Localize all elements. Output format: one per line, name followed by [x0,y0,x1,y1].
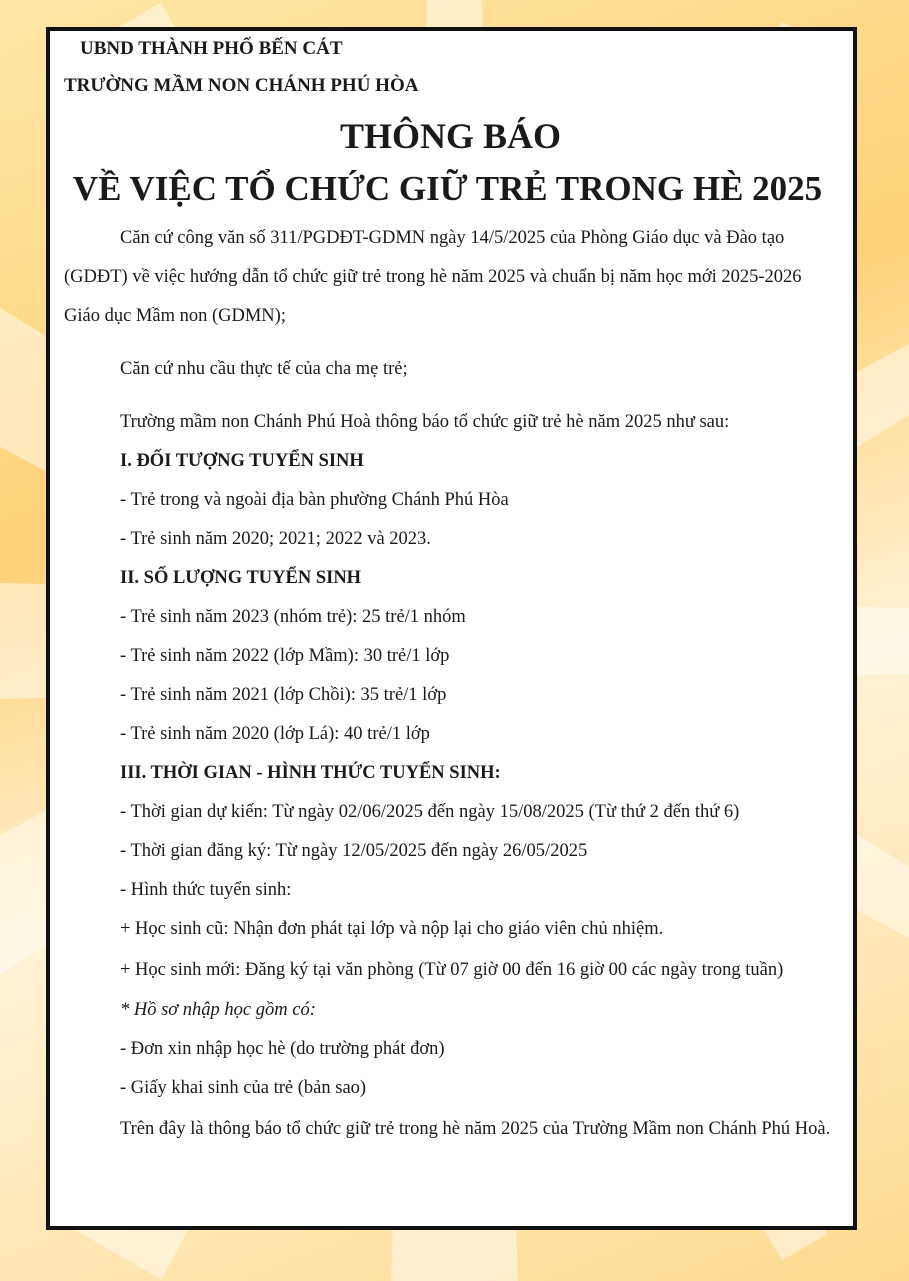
enrollment-method: - Hình thức tuyển sinh: [120,880,292,900]
notice-title: THÔNG BÁO [339,116,562,156]
section-heading-target: I. ĐỐI TƯỢNG TUYỂN SINH [120,451,364,471]
planned-time: - Thời gian dự kiến: Từ ngày 02/06/2025 đến ngày 15/08/2025 (Từ thứ 2 đến thứ 6) [120,802,740,822]
old-students-item: + Học sinh cũ: Nhận đơn phát tại lớp và nộp lại cho giáo viên chủ nhiệm. [120,919,664,939]
list-item: - Giấy khai sinh của trẻ (bản sao) [120,1078,367,1098]
list-item: - Trẻ sinh năm 2023 (nhóm trẻ): 25 trẻ/1 nhóm [120,607,466,627]
list-item: - Trẻ sinh năm 2020 (lớp Lá): 40 trẻ/1 lớp [120,724,430,744]
closing-paragraph: Trên đây là thông báo tổ chức giữ trẻ trong hè năm 2025 của Trường Mầm non Chánh Phú Hoà. [120,1119,831,1139]
notice-document [46,27,857,1230]
list-item: - Đơn xin nhập học hè (do trường phát đơn) [120,1039,445,1059]
section-heading-quantity: II. SỐ LƯỢNG TUYỂN SINH [120,568,362,588]
issuing-authority: UBND THÀNH PHỐ BẾN CÁT [80,38,343,59]
list-item: - Trẻ trong và ngoài địa bàn phường Chánh Phú Hòa [120,490,509,510]
list-item: - Trẻ sinh năm 2020; 2021; 2022 và 2023. [120,529,431,549]
new-students-item: + Học sinh mới: Đăng ký tại văn phòng (Từ 07 giờ 00 đến 16 giờ 00 các ngày trong tuần) [120,960,784,980]
announcement-paragraph: Trường mầm non Chánh Phú Hoà thông báo tổ chức giữ trẻ hè năm 2025 như sau: [120,412,730,432]
legal-basis-paragraph: Căn cứ công văn số 311/PGDĐT-GDMN ngày 14/5/2025 của Phòng Giáo dục và Đào tạo (GDĐT) về việc hướng dẫn tổ chức giữ trẻ trong hè năm 2025 và chuẩn bị năm học mới 2025-2026 Giáo dục Mầm non (GDMN); [64,228,802,326]
documents-heading: * Hồ sơ nhập học gồm có: [120,1000,316,1020]
registration-time: - Thời gian đăng ký: Từ ngày 12/05/2025 đến ngày 26/05/2025 [120,841,588,861]
school-name: TRƯỜNG MẦM NON CHÁNH PHÚ HÒA [64,75,419,96]
list-item: - Trẻ sinh năm 2021 (lớp Chồi): 35 trẻ/1 lớp [120,685,447,705]
notice-subtitle: VỀ VIỆC TỔ CHỨC GIỮ TRẺ TRONG HÈ 2025 [72,169,823,208]
parent-needs-paragraph: Căn cứ nhu cầu thực tế của cha mẹ trẻ; [120,359,408,379]
list-item: - Trẻ sinh năm 2022 (lớp Mầm): 30 trẻ/1 lớp [120,646,450,666]
section-heading-schedule: III. THỜI GIAN - HÌNH THỨC TUYỂN SINH: [120,763,501,783]
